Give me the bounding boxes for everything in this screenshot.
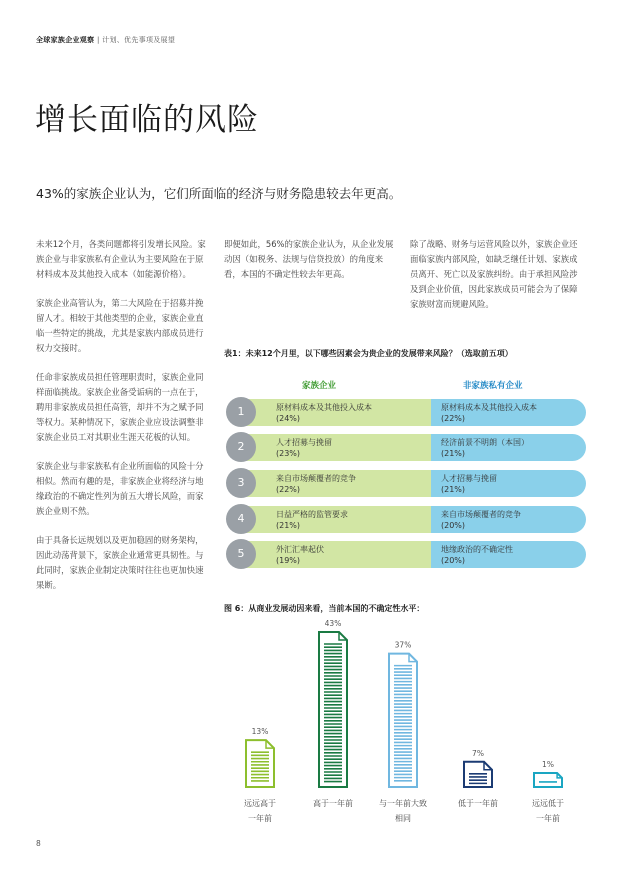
family-cell: [244, 399, 434, 426]
family-item: 来自市场颠覆者的竞争: [276, 474, 356, 483]
family-pct: (23%): [276, 449, 301, 458]
page-number: 8: [36, 839, 41, 848]
family-pct: (19%): [276, 556, 301, 565]
header-separator: |: [96, 36, 100, 44]
rank-badge: 1: [226, 397, 256, 427]
family-cell: [244, 470, 434, 497]
text-column-2: [224, 237, 396, 296]
family-item: 人才招募与挽留: [276, 438, 332, 447]
table-header-nonfamily: 非家族私有企业: [463, 381, 523, 391]
nonfamily-item: 人才招募与挽留: [441, 474, 497, 483]
uncertainty-bar-chart: [220, 612, 590, 832]
table-row: [226, 468, 586, 500]
paragraph: 未来12个月，各类问题都将引发增长风险。家族企业与非家族私有企业认为主要风险在于原材料成本及其他投入成本（如能源价格）。: [36, 239, 206, 279]
nonfamily-pct: (22%): [441, 414, 466, 423]
family-pct: (22%): [276, 485, 301, 494]
nonfamily-pct: (20%): [441, 521, 466, 530]
bar-value-label: 13%: [251, 727, 269, 737]
bar-value-label: 7%: [472, 748, 484, 758]
category-label: 与一年前大致: [379, 799, 427, 808]
table-header-family: 家族企业: [302, 381, 337, 391]
text-column-1: [36, 237, 208, 607]
paragraph: 除了战略、财务与运营风险以外，家族企业还面临家族内部风险，如缺乏继任计划、家族成员离开、死亡以及家族纠纷。由于承担风险涉及到企业价值，因此家族成员可能会为了保障家族财富而规避风险。: [410, 239, 578, 309]
table-row: [226, 397, 586, 429]
category-label: 一年前: [248, 814, 272, 823]
bar-value-label: 37%: [394, 640, 412, 650]
category-label: 一年前: [536, 814, 560, 823]
paragraph: 家族企业高管认为，第二大风险在于招募并挽留人才。相较于其他类型的企业，家族企业直临一些特定的挑战，尤其是家族内部成员进行权力交接时。: [36, 298, 204, 353]
family-pct: (24%): [276, 414, 301, 423]
rank-badge: 5: [226, 539, 256, 569]
family-item: 外汇汇率起伏: [276, 545, 324, 554]
table-caption: 表1：未来12个月里，以下哪些因素会为贵企业的发展带来风险？（选取前五项）: [224, 349, 513, 358]
running-header: [36, 35, 175, 45]
header-brand: 全球家族企业观察: [36, 36, 95, 44]
table-row: [226, 504, 586, 536]
nonfamily-cell: [431, 434, 586, 461]
category-label: 高于一年前: [313, 799, 353, 808]
nonfamily-item: 经济前景不明朗（本国）: [441, 438, 529, 447]
page-title: 增长面临的风险: [35, 102, 259, 138]
nonfamily-cell: [431, 506, 586, 533]
nonfamily-item: 地缘政治的不确定性: [441, 545, 513, 554]
family-pct: (21%): [276, 521, 301, 530]
table-row: [226, 539, 586, 571]
text-column-3: [410, 237, 580, 326]
bar-value-label: 1%: [542, 760, 554, 769]
paragraph: 即便如此，56%的家族企业认为，从企业发展动因（如税务、法规与信贷投放）的角度来看，本国的不确定性较去年更高。: [224, 239, 394, 279]
family-item: 原材料成本及其他投入成本: [276, 403, 372, 412]
category-label: 相同: [395, 814, 411, 823]
category-label: 远远低于: [532, 799, 564, 808]
lead-sentence: 43%的家族企业认为，它们所面临的经济与财务隐患较去年更高。: [36, 186, 402, 201]
paragraph: 由于具备长远规划以及更加稳固的财务架构，因此动荡背景下，家族企业通常更具韧性。与此同时，家族企业制定决策时往往也更加快速果断。: [36, 535, 204, 590]
nonfamily-pct: (21%): [441, 485, 466, 494]
bar-document-icon: [319, 632, 347, 787]
rank-badge: 3: [226, 468, 256, 498]
bar-value-label: 43%: [324, 619, 342, 628]
rank-badge: 4: [226, 504, 256, 534]
figure-caption: 图 6：从商业发展动因来看，当前本国的不确定性水平：: [224, 604, 425, 613]
nonfamily-pct: (21%): [441, 449, 466, 458]
table-row: [226, 432, 586, 464]
header-section: 计划、优先事项及展望: [102, 36, 176, 44]
nonfamily-item: 原材料成本及其他投入成本: [441, 403, 537, 412]
family-cell: [244, 506, 434, 533]
nonfamily-pct: (20%): [441, 556, 466, 565]
family-item: 日益严格的监管要求: [276, 510, 348, 519]
category-label: 低于一年前: [458, 799, 498, 808]
paragraph: 家族企业与非家族私有企业所面临的风险十分相似。然而有趣的是，非家族企业将经济与地缘政治的不确定性列为前五大增长风险，而家族企业则不然。: [36, 461, 204, 516]
bar-document-icon: [246, 740, 274, 787]
nonfamily-cell: [431, 470, 586, 497]
family-cell: [244, 434, 434, 461]
nonfamily-cell: [431, 399, 586, 426]
rank-badge: 2: [226, 432, 256, 462]
nonfamily-cell: [431, 541, 586, 568]
paragraph: 任命非家族成员担任管理职责时，家族企业同样面临挑战。家族企业备受诟病的一点在于，聘用非家族成员担任高管，却并不为之赋予同等权力。某种情况下，家族企业应设法调整非家族企业员工对其职业生涯天花板的认知。: [36, 372, 204, 442]
family-cell: [244, 541, 434, 568]
nonfamily-item: 来自市场颠覆者的竞争: [441, 510, 521, 519]
category-label: 远远高于: [244, 799, 276, 808]
